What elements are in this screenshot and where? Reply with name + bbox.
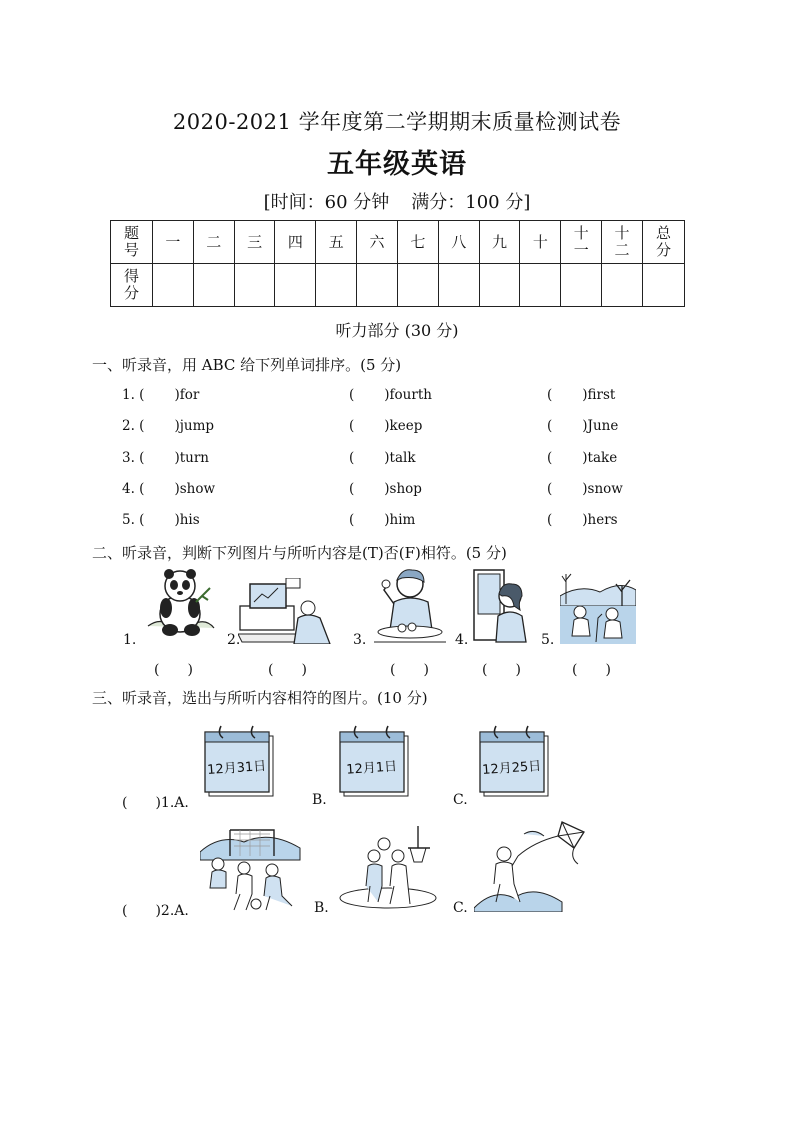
column-3: 三 (234, 221, 275, 264)
word-row-3-col-c[interactable]: ( )take (547, 450, 618, 466)
answer-slot-2[interactable]: ( ) (268, 662, 307, 678)
word-row-2-col-b[interactable]: ( )keep (349, 418, 423, 434)
score-cell[interactable] (193, 264, 234, 307)
calendar-b (336, 722, 412, 800)
word-row-4-col-b[interactable]: ( )shop (349, 481, 422, 497)
column-12: 十 二 (602, 221, 643, 264)
kids-planting-picture (560, 566, 636, 644)
listening-heading: 听力部分 (30 分) (335, 321, 459, 340)
word-row-3-col-b[interactable]: ( )talk (349, 450, 416, 466)
exam-info (0, 188, 794, 214)
score-cell-total[interactable] (643, 264, 685, 307)
exam-subject: 五年级英语 (327, 149, 467, 180)
calendar-a (201, 722, 277, 800)
q1-option-b[interactable]: B. (312, 792, 327, 808)
calendar-c (476, 722, 552, 800)
answer-slot-3[interactable]: ( ) (390, 662, 429, 678)
column-6: 六 (357, 221, 398, 264)
time-limit: [时间：60 分钟 (263, 192, 390, 213)
answer-slot-5[interactable]: ( ) (572, 662, 611, 678)
section3-title: 三、听录音，选出与所听内容相符的图片。(10 分) (92, 689, 428, 707)
answer-slot-4[interactable]: ( ) (482, 662, 521, 678)
score-cell[interactable] (602, 264, 643, 307)
score-cell[interactable] (234, 264, 275, 307)
q1-prefix[interactable]: ( )1.A. (122, 795, 189, 811)
girl-window-picture (472, 566, 530, 644)
boy-eating-picture (372, 566, 448, 644)
column-11: 十 一 (561, 221, 602, 264)
q2-prefix[interactable]: ( )2.A. (122, 903, 189, 919)
score-cell[interactable] (520, 264, 561, 307)
item-2-label: 2. (227, 632, 241, 648)
word-row-3-col-a[interactable]: 3. ( )turn (122, 450, 209, 466)
full-score: 满分：100 分] (411, 192, 531, 213)
exam-title: 2020-2021 学年度第二学期期末质量检测试卷 (172, 110, 622, 134)
calendar-c-date: 12月25日 (481, 758, 542, 779)
column-2: 二 (193, 221, 234, 264)
column-4: 四 (275, 221, 316, 264)
column-total: 总 分 (643, 221, 685, 264)
header-cell-score: 得 分 (111, 264, 153, 307)
item-4-label: 4. (455, 632, 469, 648)
section2-title: 二、听录音，判断下列图片与所听内容是(T)否(F)相符。(5 分) (92, 544, 507, 562)
column-9: 九 (479, 221, 520, 264)
word-row-2-col-a[interactable]: 2. ( )jump (122, 418, 215, 434)
word-row-4-col-a[interactable]: 4. ( )show (122, 481, 216, 497)
score-cell[interactable] (357, 264, 398, 307)
score-cell[interactable] (275, 264, 316, 307)
tv-room-picture (238, 578, 334, 644)
word-row-4-col-c[interactable]: ( )snow (547, 481, 623, 497)
score-cell[interactable] (561, 264, 602, 307)
score-cell[interactable] (479, 264, 520, 307)
basketball-picture (338, 826, 438, 912)
score-cell[interactable] (438, 264, 479, 307)
column-10: 十 (520, 221, 561, 264)
column-5: 五 (316, 221, 357, 264)
calendar-a-date: 12月31日 (206, 758, 267, 779)
kite-picture (474, 818, 590, 912)
score-table (110, 220, 685, 307)
word-row-1-col-a[interactable]: 1. ( )for (122, 387, 200, 403)
item-1-label: 1. (123, 632, 137, 648)
item-5-label: 5. (541, 632, 555, 648)
item-3-label: 3. (353, 632, 367, 648)
word-row-2-col-c[interactable]: ( )June (547, 418, 619, 434)
word-row-5-col-a[interactable]: 5. ( )his (122, 512, 200, 528)
soccer-picture (200, 826, 302, 912)
column-7: 七 (397, 221, 438, 264)
q1-option-c[interactable]: C. (453, 792, 468, 808)
column-8: 八 (438, 221, 479, 264)
section1-title: 一、听录音，用 ABC 给下列单词排序。(5 分) (92, 356, 402, 374)
q2-option-c[interactable]: C. (453, 900, 468, 916)
word-row-1-col-b[interactable]: ( )fourth (349, 387, 432, 403)
word-row-5-col-c[interactable]: ( )hers (547, 512, 618, 528)
q2-option-b[interactable]: B. (314, 900, 329, 916)
answer-slot-1[interactable]: ( ) (154, 662, 193, 678)
word-row-5-col-b[interactable]: ( )him (349, 512, 416, 528)
score-cell[interactable] (153, 264, 194, 307)
header-cell-number: 题 号 (111, 221, 153, 264)
calendar-b-date: 12月1日 (345, 759, 398, 778)
panda-picture (142, 566, 218, 640)
score-cell[interactable] (316, 264, 357, 307)
score-cell[interactable] (397, 264, 438, 307)
column-1: 一 (153, 221, 194, 264)
word-row-1-col-c[interactable]: ( )first (547, 387, 616, 403)
